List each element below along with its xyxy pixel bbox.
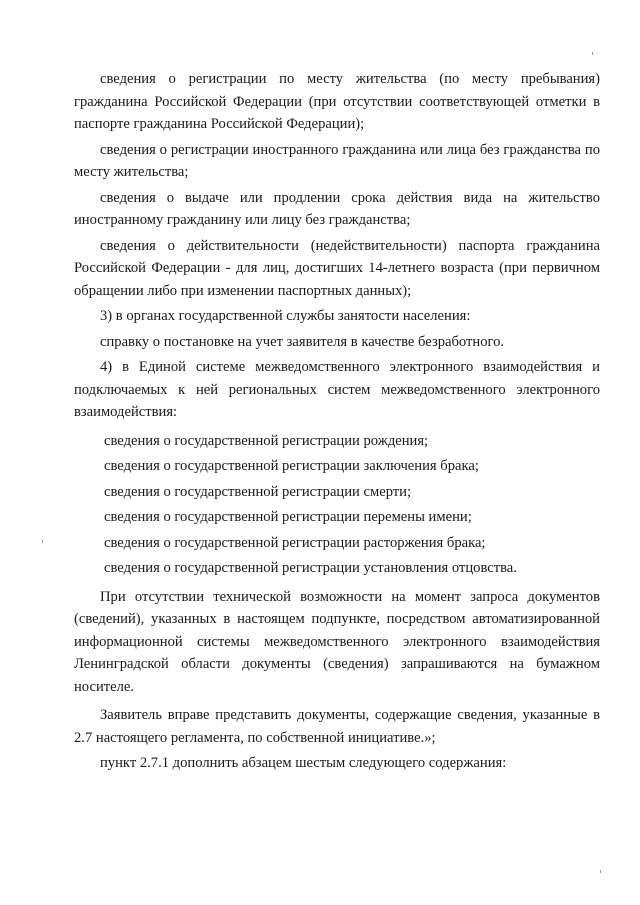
paragraph-passport-validity: сведения о действительности (недействительности) паспорта гражданина Российской Федерации - для лиц, достигших 14-летнего возраста (при первичном обращении либо при изменении паспортных данных); [74,237,600,299]
list-item: сведения о государственной регистрации заключения брака; [104,458,479,474]
scan-speck [592,52,593,55]
paragraph-no-technical-possibility: При отсутствии технической возможности на момент запроса документов (сведений), указанных в настоящем подпункте, посредством автоматизированной информационной системы межведомственного электронного взаимодействия Ленинградской области документы (сведения) запрашиваются на бумажном носителе. [74,588,600,695]
paragraph-interagency-system: 4) в Единой системе межведомственного электронного взаимодействия и подключаемых к ней региональных систем межведомственного электронного взаимодействия: [74,359,600,420]
paragraph-amendment-clause: пункт 2.7.1 дополнить абзацем шестым следующего содержания: [100,755,507,771]
paragraph-employment-service: 3) в органах государственной службы занятости населения: [100,308,471,324]
paragraph-foreign-registration: сведения о регистрации иностранного гражданина или лица без гражданства по месту жительства; [74,141,600,180]
list-item: сведения о государственной регистрации рождения; [104,432,429,449]
registration-list [74,430,600,580]
list-item: сведения о государственной регистрации установления отцовства. [104,560,517,576]
paragraph-applicant-right: Заявитель вправе представить документы, содержащие сведения, указанные в 2.7 настоящего регламента, по собственной инициативе.»; [74,707,600,746]
list-item: сведения о государственной регистрации смерти; [104,483,412,500]
paragraph-registration-residence: сведения о регистрации по месту жительства (по месту пребывания) гражданина Российской Федерации (при отсутствии соответствующей отметки в паспорте гражданина Российской Федерации); [74,71,600,132]
scan-speck [42,540,43,543]
paragraph-residence-permit: сведения о выдаче или продлении срока действия вида на жительство иностранному гражданину или лицу без гражданства; [74,189,600,228]
scan-speck [600,870,601,873]
list-item: сведения о государственной регистрации перемены имени; [104,509,472,525]
paragraph-unemployed-certificate: справку о постановке на учет заявителя в качестве безработного. [100,333,505,350]
list-item: сведения о государственной регистрации расторжения брака; [104,534,486,551]
